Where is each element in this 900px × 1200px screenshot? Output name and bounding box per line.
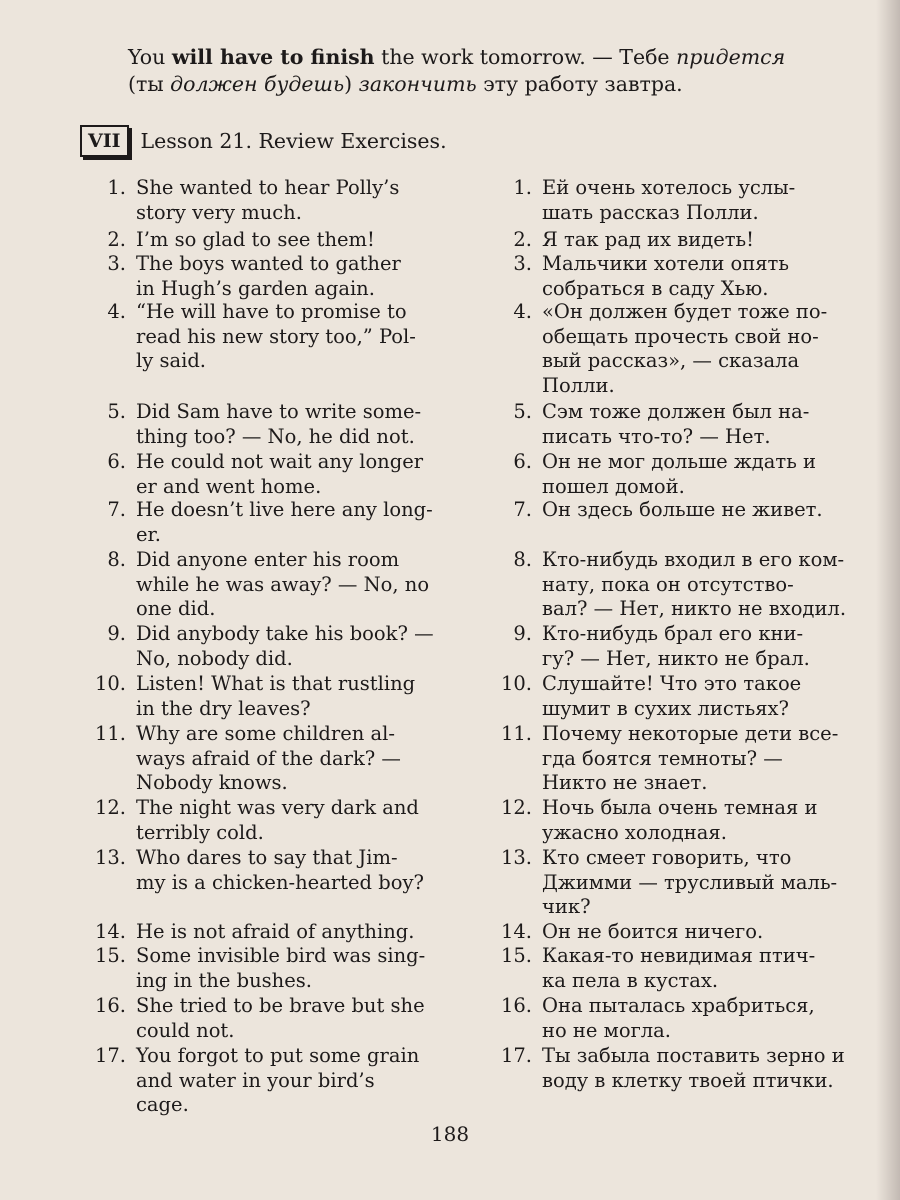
list-item xyxy=(498,450,890,499)
item-number: 17. xyxy=(500,1044,532,1067)
list-item xyxy=(92,228,472,253)
item-number: 7. xyxy=(513,498,532,521)
list-item xyxy=(498,176,890,225)
intro-bold-phrase: will have to finish xyxy=(171,45,375,69)
item-number: 14. xyxy=(94,920,126,943)
list-item xyxy=(498,622,890,671)
item-text: Why are some children al- ways afraid of the dark? — Nobody knows. xyxy=(136,722,401,795)
item-text: The boys wanted to gather in Hugh’s garden again. xyxy=(136,252,401,300)
item-text: Почему некоторые дети все- гда боятся темноты? — Никто не знает. xyxy=(542,722,839,795)
list-item xyxy=(498,920,890,945)
item-text: Какая-то невидимая птич- ка пела в кустах. xyxy=(542,944,816,992)
item-text: Some invisible bird was sing- ing in the bushes. xyxy=(136,944,426,992)
list-item xyxy=(498,722,890,796)
list-item xyxy=(498,300,890,398)
item-number: 2. xyxy=(513,228,532,251)
list-item xyxy=(92,796,472,845)
list-item xyxy=(498,228,890,253)
intro-example xyxy=(128,44,868,98)
item-number: 6. xyxy=(107,450,126,473)
item-number: 15. xyxy=(94,944,126,967)
list-item xyxy=(92,722,472,796)
list-item xyxy=(498,796,890,845)
item-text: You forgot to put some grain and water in your bird’s cage. xyxy=(136,1044,420,1117)
item-text: She tried to be brave but she could not. xyxy=(136,994,425,1042)
item-number: 2. xyxy=(107,228,126,251)
item-number: 5. xyxy=(513,400,532,423)
intro-text: ) xyxy=(344,72,359,96)
list-item xyxy=(92,994,472,1043)
intro-italic: должен будешь xyxy=(170,72,345,96)
list-item xyxy=(498,252,890,301)
item-number: 13. xyxy=(500,846,532,869)
list-item xyxy=(92,846,472,895)
item-text: Кто-нибудь брал его кни- гу? — Нет, никто не брал. xyxy=(542,622,810,670)
list-item xyxy=(498,846,890,920)
list-item xyxy=(498,400,890,449)
item-text: I’m so glad to see them! xyxy=(136,228,375,251)
item-text: He is not afraid of anything. xyxy=(136,920,415,943)
item-text: Он не боится ничего. xyxy=(542,920,764,943)
lesson-heading xyxy=(80,124,447,158)
item-number: 9. xyxy=(513,622,532,645)
item-text: Кто-нибудь входил в его ком- нату, пока он отсутство- вал? — Нет, никто не входил. xyxy=(542,548,847,621)
item-text: Ей очень хотелось услы- шать рассказ Полли. xyxy=(542,176,796,224)
list-item xyxy=(92,176,472,225)
list-item xyxy=(498,944,890,993)
item-text: He could not wait any longer er and went home. xyxy=(136,450,424,498)
list-item xyxy=(92,944,472,993)
item-text: Listen! What is that rustling in the dry leaves? xyxy=(136,672,416,720)
item-number: 11. xyxy=(500,722,532,745)
item-text: “He will have to promise to read his new story too,” Pol- ly said. xyxy=(136,300,416,373)
list-item xyxy=(498,548,890,622)
item-text: Did anyone enter his room while he was away? — No, no one did. xyxy=(136,548,430,621)
intro-line-2 xyxy=(128,71,868,98)
item-text: Ночь была очень темная и ужасно холодная. xyxy=(542,796,818,844)
item-number: 3. xyxy=(107,252,126,275)
intro-text: эту работу завтра. xyxy=(476,72,683,96)
list-item xyxy=(498,672,890,721)
item-number: 1. xyxy=(107,176,126,199)
list-item xyxy=(498,498,890,523)
list-item xyxy=(92,300,472,374)
list-item xyxy=(498,1044,890,1093)
item-number: 3. xyxy=(513,252,532,275)
lesson-title: Lesson 21. Review Exercises. xyxy=(140,129,447,153)
item-number: 4. xyxy=(513,300,532,323)
item-number: 16. xyxy=(94,994,126,1017)
item-text: He doesn’t live here any long- er. xyxy=(136,498,433,546)
item-number: 4. xyxy=(107,300,126,323)
item-text: Он здесь больше не живет. xyxy=(542,498,823,521)
intro-text: the work tomorrow. — Тебе xyxy=(374,45,677,69)
intro-italic: придется xyxy=(676,45,786,69)
item-number: 13. xyxy=(94,846,126,869)
item-text: Did Sam have to write some- thing too? — No, he did not. xyxy=(136,400,422,448)
item-text: The night was very dark and terribly cold. xyxy=(136,796,419,844)
list-item xyxy=(92,1044,472,1118)
list-item xyxy=(92,622,472,671)
item-number: 6. xyxy=(513,450,532,473)
item-text: Did anybody take his book? — No, nobody did. xyxy=(136,622,434,670)
list-item xyxy=(92,252,472,301)
list-item xyxy=(92,400,472,449)
list-item xyxy=(92,450,472,499)
item-number: 8. xyxy=(513,548,532,571)
intro-text: You xyxy=(128,45,172,69)
intro-text: (ты xyxy=(128,72,171,96)
intro-italic: закончить xyxy=(358,72,477,96)
item-number: 9. xyxy=(107,622,126,645)
item-number: 10. xyxy=(94,672,126,695)
item-text: Сэм тоже должен был на- писать что-то? — Нет. xyxy=(542,400,810,448)
section-number-box: VII xyxy=(80,125,129,157)
list-item xyxy=(92,498,472,547)
item-text: Кто смеет говорить, что Джимми — трусливый маль- чик? xyxy=(542,846,838,919)
item-number: 7. xyxy=(107,498,126,521)
item-text: «Он должен будет тоже по- обещать прочесть свой но- вый рассказ», — сказала Полли. xyxy=(542,300,828,397)
list-item xyxy=(92,548,472,622)
item-number: 12. xyxy=(500,796,532,819)
item-text: Слушайте! Что это такое шумит в сухих листьях? xyxy=(542,672,802,720)
item-number: 1. xyxy=(513,176,532,199)
list-item xyxy=(92,672,472,721)
item-number: 15. xyxy=(500,944,532,967)
item-number: 5. xyxy=(107,400,126,423)
item-number: 14. xyxy=(500,920,532,943)
item-text: Я так рад их видеть! xyxy=(542,228,755,251)
item-text: Он не мог дольше ждать и пошел домой. xyxy=(542,450,817,498)
item-number: 16. xyxy=(500,994,532,1017)
item-text: Ты забыла поставить зерно и воду в клетку твоей птички. xyxy=(542,1044,845,1092)
item-text: Who dares to say that Jim- my is a chicken-hearted boy? xyxy=(136,846,424,894)
list-item xyxy=(92,920,472,945)
item-text: Она пыталась храбриться, но не могла. xyxy=(542,994,815,1042)
list-item xyxy=(498,994,890,1043)
item-number: 11. xyxy=(94,722,126,745)
page-edge-shadow xyxy=(876,0,900,1200)
item-number: 8. xyxy=(107,548,126,571)
item-text: Мальчики хотели опять собраться в саду Хью. xyxy=(542,252,789,300)
item-number: 17. xyxy=(94,1044,126,1067)
item-number: 10. xyxy=(500,672,532,695)
intro-line-1 xyxy=(128,44,868,71)
page-number: 188 xyxy=(430,1122,470,1146)
item-text: She wanted to hear Polly’s story very much. xyxy=(136,176,400,224)
item-number: 12. xyxy=(94,796,126,819)
